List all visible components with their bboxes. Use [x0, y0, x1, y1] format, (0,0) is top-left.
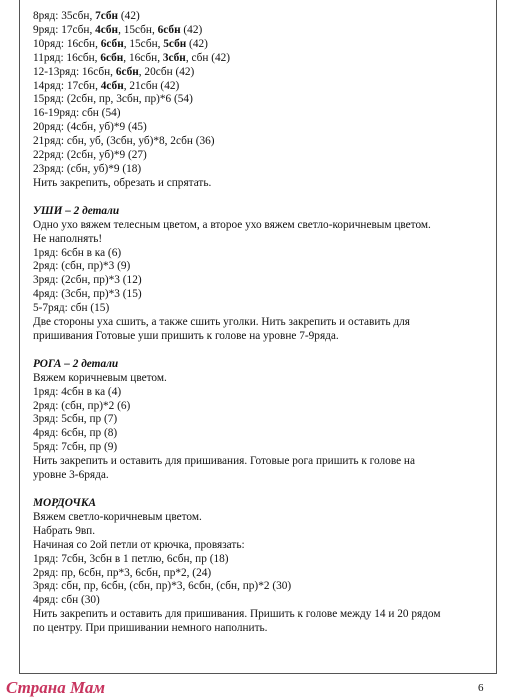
- pattern-row: 22ряд: (2сбн, уб)*9 (27): [33, 149, 147, 162]
- horns-line: Нить закрепить и оставить для пришивания. Готовые рога пришить к голове на: [33, 455, 415, 468]
- ears-line: Одно ухо вяжем телесным цветом, а второе ухо вяжем светло-коричневым цветом.: [33, 218, 431, 231]
- site-logo: Страна Мам: [6, 678, 106, 697]
- pattern-row: 9ряд: 17сбн, 4сбн, 15сбн, 6сбн (42): [33, 23, 203, 36]
- horns-line: 1ряд: 4сбн в ка (4): [33, 385, 122, 398]
- ears-line: 1ряд: 6сбн в ка (6): [33, 246, 122, 259]
- body-rows-section: [33, 10, 488, 191]
- pattern-row: 11ряд: 16сбн, 6сбн, 16сбн, 3сбн, сбн (42): [33, 51, 231, 64]
- ears-line: 4ряд: (3сбн, пр)*3 (15): [33, 288, 142, 301]
- muzzle-section: [33, 497, 488, 636]
- muzzle-lines: [33, 511, 488, 636]
- ears-lines: [33, 219, 488, 344]
- muzzle-line: Начиная со 2ой петли от крючка, провязать:: [33, 538, 245, 551]
- pattern-row: 16-19ряд: сбн (54): [33, 107, 121, 120]
- ears-line: 3ряд: (2сбн, пр)*3 (12): [33, 274, 142, 287]
- pattern-row: 8ряд: 35сбн, 7сбн (42): [33, 10, 140, 22]
- muzzle-line: 2ряд: пр, 6сбн, пр*3, 6сбн, пр*2, (24): [33, 566, 212, 579]
- horns-line: 5ряд: 7сбн, пр (9): [33, 441, 118, 454]
- horns-line: Вяжем коричневым цветом.: [33, 371, 167, 384]
- horns-heading: РОГА – 2 детали: [33, 357, 119, 370]
- muzzle-line: 1ряд: 7сбн, 3сбн в 1 петлю, 6сбн, пр (18): [33, 552, 229, 565]
- page-number: 6: [478, 682, 484, 694]
- muzzle-line: 3ряд: сбн, пр, 6сбн, (сбн, пр)*3, 6сбн, (сбн, пр)*2 (30): [33, 580, 292, 593]
- ears-heading: УШИ – 2 детали: [33, 204, 120, 217]
- pattern-row: 15ряд: (2сбн, пр, 3сбн, пр)*6 (54): [33, 93, 193, 106]
- pattern-row: 10ряд: 16сбн, 6сбн, 15сбн, 5сбн (42): [33, 37, 208, 50]
- horns-line: 2ряд: (сбн, пр)*2 (6): [33, 399, 131, 412]
- ears-line: Не наполнять!: [33, 232, 103, 245]
- horns-lines: [33, 372, 488, 483]
- horns-line: 4ряд: 6сбн, пр (8): [33, 427, 118, 440]
- pattern-row: Нить закрепить, обрезать и спрятать.: [33, 176, 212, 189]
- muzzle-line: Нить закрепить и оставить для пришивания. Пришить к голове между 14 и 20 рядом: [33, 608, 441, 621]
- ears-line: Две стороны уха сшить, а также сшить уголки. Нить закрепить и оставить для: [33, 316, 410, 329]
- ears-section: [33, 205, 488, 344]
- pattern-row: 20ряд: (4сбн, уб)*9 (45): [33, 121, 147, 134]
- pattern-row: 23ряд: (сбн, уб)*9 (18): [33, 162, 142, 175]
- horns-section: [33, 358, 488, 483]
- document-body: [33, 10, 488, 636]
- pattern-row: 12-13ряд: 16сбн, 6сбн, 20сбн (42): [33, 65, 195, 78]
- muzzle-line: Вяжем светло-коричневым цветом.: [33, 510, 202, 523]
- muzzle-line: Набрать 9вп.: [33, 524, 96, 537]
- ears-line: 2ряд: (сбн, пр)*3 (9): [33, 260, 131, 273]
- horns-line: 3ряд: 5сбн, пр (7): [33, 413, 118, 426]
- ears-line: 5-7ряд: сбн (15): [33, 302, 110, 315]
- muzzle-heading: МОРДОЧКА: [33, 497, 97, 509]
- horns-line: уровне 3-6ряда.: [33, 469, 109, 482]
- pattern-row: 14ряд: 17сбн, 4сбн, 21сбн (42): [33, 79, 180, 92]
- ears-line: пришивания Готовые уши пришить к голове на уровне 7-9ряда.: [33, 329, 339, 342]
- pattern-row: 21ряд: сбн, уб, (3сбн, уб)*8, 2сбн (36): [33, 135, 215, 148]
- muzzle-line: 4ряд: сбн (30): [33, 594, 100, 607]
- muzzle-line: по центру. При пришивании немного наполнить.: [33, 622, 268, 635]
